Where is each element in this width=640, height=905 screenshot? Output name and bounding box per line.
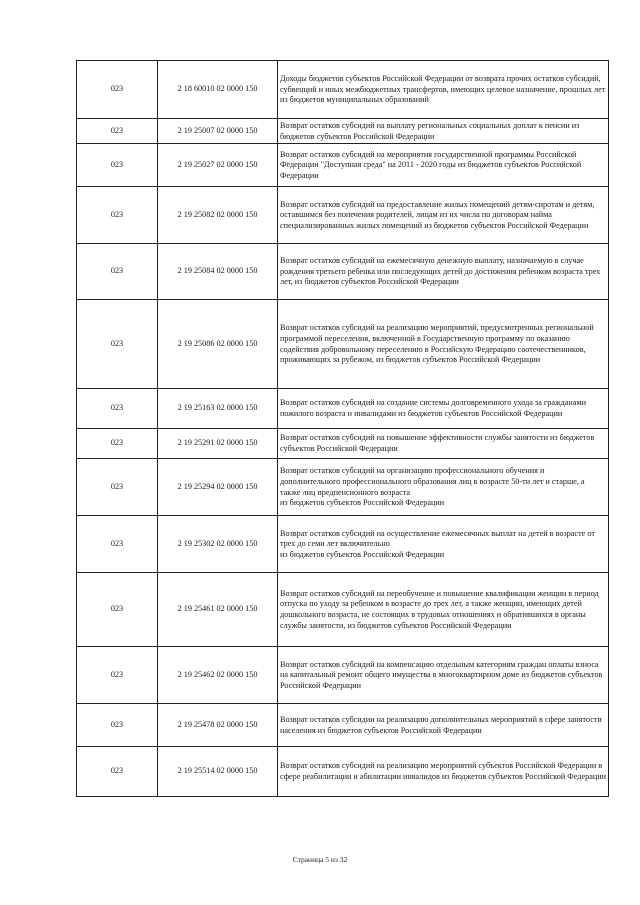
name-text: Возврат остатков субсидий на выплату региональных социальных доплат к пенсии из бюджетов субъектов Российской Федерации xyxy=(280,120,580,141)
admin-code-cell: 023 xyxy=(77,459,158,516)
budget-code-cell: 2 19 25291 02 0000 150 xyxy=(158,429,278,459)
name-cell xyxy=(278,119,609,144)
budget-code-cell: 2 19 25084 02 0000 150 xyxy=(158,244,278,300)
name-cell xyxy=(278,429,609,459)
table-row xyxy=(77,187,609,244)
name-cell xyxy=(278,704,609,747)
name-cell xyxy=(278,389,609,429)
budget-code-cell: 2 19 25294 02 0000 150 xyxy=(158,459,278,516)
table-row xyxy=(77,61,609,119)
table-row xyxy=(77,459,609,516)
admin-code-cell: 023 xyxy=(77,573,158,647)
budget-code-cell: 2 19 25163 02 0000 150 xyxy=(158,389,278,429)
table-row xyxy=(77,747,609,797)
table-row xyxy=(77,300,609,389)
name-text: Возврат остатков субсидий на переобучение и повышение квалификации женщин в период отпуска по уходу за ребенком в возрасте до трех лет, а также женщин, имеющих детей дошкольного возраста, не состоящих в трудовых отношениях и обратившихся в органы службы занятости, из бюджетов субъектов Российской Федерации xyxy=(280,588,599,630)
admin-code-cell: 023 xyxy=(77,704,158,747)
table-row xyxy=(77,647,609,704)
name-text: Доходы бюджетов субъектов Российской Федерации от возврата прочих остатков субсидий, субвенций и иных межбюджетных трансфертов, имеющих целевое назначение, прошлых лет из бюджетов муниципальных образований xyxy=(280,74,606,105)
table-row xyxy=(77,516,609,573)
table-row xyxy=(77,429,609,459)
budget-code-cell: 2 18 60010 02 0000 150 xyxy=(158,61,278,119)
name-cell xyxy=(278,187,609,244)
name-text: Возврат остатков субсидий на реализацию мероприятий, предусмотренных региональной программой переселения, включенной в Государственную программу по оказанию содействия добровольному переселению в Российскую Федерацию соотечественников, проживающих за рубежом, из бюджетов субъектов Российской Федерации xyxy=(280,323,594,365)
admin-code-cell: 023 xyxy=(77,244,158,300)
budget-code-cell: 2 19 25302 02 0000 150 xyxy=(158,516,278,573)
budget-codes-table xyxy=(76,60,609,797)
budget-code-cell: 2 19 25461 02 0000 150 xyxy=(158,573,278,647)
admin-code-cell: 023 xyxy=(77,429,158,459)
budget-code-cell: 2 19 25082 02 0000 150 xyxy=(158,187,278,244)
admin-code-cell: 023 xyxy=(77,647,158,704)
name-text: Возврат остатков субсидий на предоставление жилых помещений детям-сиротам и детям, оставшимся без попечения родителей, лицам из их числа по договорам найма специализированных жилых помещений из бюджетов субъектов Российской Федерации xyxy=(280,199,595,230)
name-text: Возврат остатков субсидий на создание системы долговременного ухода за гражданами пожилого возраста и инвалидами из бюджетов субъектов Российской Федерации xyxy=(280,398,587,418)
name-text: Возврат остатков субсидии на реализацию дополнительных мероприятий в сфере занятости населения из бюджетов субъектов Российской Федерации xyxy=(280,714,602,735)
table-row xyxy=(77,244,609,300)
table-row xyxy=(77,144,609,187)
name-text: Возврат остатков субсидий на осуществление ежемесячных выплат на детей в возрасте от трех до семи лет включительно из бюджетов субъектов Российской Федерации xyxy=(280,528,595,559)
name-cell xyxy=(278,647,609,704)
name-cell xyxy=(278,300,609,389)
admin-code-cell: 023 xyxy=(77,144,158,187)
admin-code-cell: 023 xyxy=(77,300,158,389)
table-row xyxy=(77,704,609,747)
budget-code-cell: 2 19 25027 02 0000 150 xyxy=(158,144,278,187)
name-cell xyxy=(278,747,609,797)
name-text: Возврат остатков субсидий на мероприятия государственной программы Российской Федерации "Доступная среда" на 2011 - 2020 годы из бюджетов субъектов Российской Федерации xyxy=(280,149,582,180)
admin-code-cell: 023 xyxy=(77,119,158,144)
admin-code-cell: 023 xyxy=(77,187,158,244)
budget-code-cell: 2 19 25007 02 0000 150 xyxy=(158,119,278,144)
name-text: Возврат остатков субсидий на повышение эффективности службы занятости из бюджетов субъектов Российской Федерации xyxy=(280,433,595,453)
admin-code-cell: 023 xyxy=(77,389,158,429)
admin-code-cell: 023 xyxy=(77,61,158,119)
name-cell xyxy=(278,459,609,516)
budget-code-cell: 2 19 25086 02 0000 150 xyxy=(158,300,278,389)
table-row xyxy=(77,573,609,647)
table-row xyxy=(77,389,609,429)
name-cell xyxy=(278,144,609,187)
admin-code-cell: 023 xyxy=(77,747,158,797)
name-text: Возврат остатков субсидий на организацию профессионального обучения и дополнительного профессионального образования лиц в возрасте 50-ти лет и старше, а также лиц предпенсионного возраста из бюджетов субъектов Российской Федерации xyxy=(280,466,585,508)
admin-code-cell: 023 xyxy=(77,516,158,573)
page-footer: Страница 5 из 32 xyxy=(292,855,348,864)
table-row xyxy=(77,119,609,144)
name-text: Возврат остатков субсидий на ежемесячную денежную выплату, назначаемую в случае рождения третьего ребенка или последующих детей до достижения ребенком возраста трех лет, из бюджетов субъектов Российской Федерации xyxy=(280,256,601,287)
budget-code-cell: 2 19 25462 02 0000 150 xyxy=(158,647,278,704)
name-cell xyxy=(278,516,609,573)
table-body xyxy=(77,61,609,797)
name-cell xyxy=(278,573,609,647)
budget-code-cell: 2 19 25478 02 0000 150 xyxy=(158,704,278,747)
budget-code-cell: 2 19 25514 02 0000 150 xyxy=(158,747,278,797)
name-text: Возврат остатков субсидий на компенсацию отдельным категориям граждан оплаты взноса на капитальный ремонт общего имущества в многоквартирном доме из бюджетов субъектов Российской Федерации xyxy=(280,659,603,690)
name-text: Возврат остатков субсидий на реализацию мероприятий субъектов Российской Федерации в сфере реабилитации и абилитации инвалидов из бюджетов субъектов Российской Федерации xyxy=(280,761,606,781)
name-cell xyxy=(278,61,609,119)
name-cell xyxy=(278,244,609,300)
